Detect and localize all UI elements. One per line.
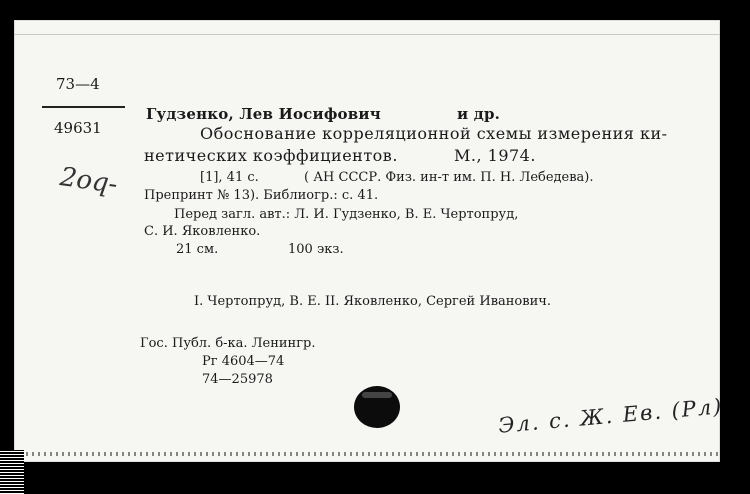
and-others: и др. [457, 105, 501, 123]
preprint-note: Препринт № 13). Библиогр.: с. 41. [144, 188, 379, 203]
signature: Эл. с. Ж. Ев. (Рл) [497, 394, 725, 438]
authors-note-1: Перед загл. авт.: Л. И. Гудзенко, В. Е. Чертопруд, [174, 207, 519, 222]
handwritten-mark: 2oq- [58, 162, 120, 200]
size: 21 см. [176, 242, 219, 257]
series-note: ( АН СССР. Физ. ин-т им. П. Н. Лебедева). [304, 170, 594, 185]
code-bottom: 49631 [54, 119, 102, 137]
call-number-1: Рг 4604—74 [202, 354, 285, 369]
code-divider [42, 106, 125, 108]
pagination: [1], 41 с. [200, 170, 259, 185]
imprint: М., 1974. [454, 146, 536, 165]
card-top-edge [14, 34, 720, 35]
copies: 100 экз. [288, 242, 344, 257]
tracings: I. Чертопруд, В. Е. II. Яковленко, Сергей Иванович. [194, 294, 551, 309]
title-line-2: нетических коэффициентов. [144, 146, 398, 165]
punch-hole [354, 386, 400, 428]
card-bottom-edge [14, 452, 720, 456]
library: Гос. Публ. б-ка. Ленингр. [140, 336, 316, 351]
title-line-1: Обоснование корреляционной схемы измерения ки- [200, 124, 668, 143]
call-number-2: 74—25978 [202, 372, 273, 387]
code-top: 73—4 [56, 75, 100, 93]
authors-note-2: С. И. Яковленко. [144, 224, 261, 239]
scan-edge [0, 450, 24, 494]
author: Гудзенко, Лев Иосифович [146, 105, 381, 123]
catalog-card [14, 20, 720, 462]
